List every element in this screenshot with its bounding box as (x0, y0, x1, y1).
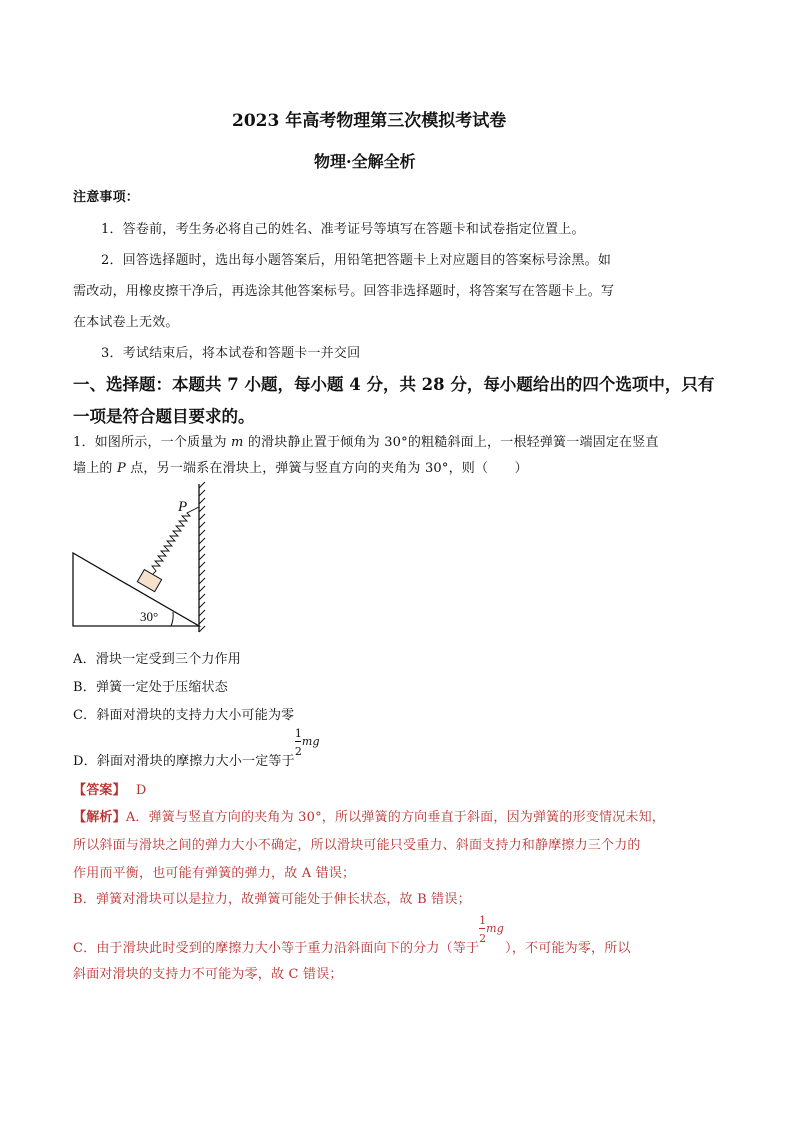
option-d (73, 727, 321, 769)
analysis-a-line-2: 所以斜面与滑块之间的弹力大小不确定，所以滑块可能只受重力、斜面支持力和静摩擦力三个力的 (73, 838, 641, 853)
question-line-2-part-a: 墙上的 (73, 461, 117, 476)
question-line-1-part-b: 的滑块静止置于倾角为 30°的粗糙斜面上，一根轻弹簧一端固定在竖直 (243, 435, 659, 450)
analysis-c-line-2: 斜面对滑块的支持力不可能为零，故 C 错误； (73, 967, 343, 982)
fraction-denominator: 2 (294, 745, 303, 758)
option-d-text: D．斜面对滑块的摩擦力大小一定等于 (73, 754, 295, 769)
incline-spring-figure (66, 482, 216, 638)
notice-item-1: 1．答卷前，考生务必将自己的姓名、准考证号等填写在答题卡和试卷指定位置上。 (101, 222, 585, 237)
analysis-line-1 (73, 806, 665, 825)
analysis-a-line-1: A．弹簧与竖直方向的夹角为 30°，所以弹簧的方向垂直于斜面，因为弹簧的形变情况未知， (125, 810, 665, 825)
answer-value: D (135, 783, 147, 798)
analysis-c-line-1-part-b: ），不可能为零，所以 (505, 941, 631, 956)
label-p: P (178, 499, 188, 515)
spring (152, 507, 199, 574)
question-line-1 (73, 431, 659, 450)
notice-heading: 注意事项： (73, 190, 140, 205)
mass-symbol: m (231, 435, 244, 450)
notice-item-2-line-1: 2．回答选择题时，选出每小题答案后，用铅笔把答题卡上对应题目的答案标号涂黑。如 (101, 253, 612, 268)
analysis-fraction-half-mg (479, 914, 505, 952)
point-symbol: P (116, 461, 126, 476)
question-line-2 (73, 457, 528, 476)
question-line-1-part-a: 1．如图所示，一个质量为 (73, 435, 232, 450)
notice-item-3: 3．考试结束后，将本试卷和答题卡一并交回 (101, 346, 361, 361)
analysis-c-line-1 (73, 914, 631, 956)
analysis-label: 【解析】 (73, 810, 126, 825)
analysis-fraction-variable: mg (486, 922, 505, 935)
page-title: 2023 年高考物理第三次模拟考试卷 (232, 111, 507, 131)
angle-arc (171, 612, 173, 626)
question-line-2-part-b: 点，另一端系在滑块上，弹簧与竖直方向的夹角为 30°，则（ ） (125, 461, 528, 476)
incline-triangle (73, 553, 199, 626)
notice-item-2-line-2: 需改动，用橡皮擦干净后，再选涂其他答案标号。回答非选择题时，将答案写在答题卡上。写 (73, 284, 615, 299)
fraction-half-mg (294, 727, 321, 765)
analysis-fraction-denominator: 2 (479, 932, 487, 945)
answer-label: 【答案】 (73, 783, 126, 798)
wall-hatching (199, 482, 205, 632)
notice-item-2-line-3: 在本试卷上无效。 (73, 315, 179, 330)
fraction-numerator: 1 (294, 727, 303, 740)
option-c: C．斜面对滑块的支持力大小可能为零 (73, 708, 295, 723)
option-b: B．弹簧一定处于压缩状态 (73, 680, 228, 695)
page-subtitle: 物理·全解全析 (314, 152, 416, 171)
analysis-c-line-1-part-a: C．由于滑块此时受到的摩擦力大小等于重力沿斜面向下的分力（等于 (73, 941, 480, 956)
analysis-a-line-3: 作用而平衡，也可能有弹簧的弹力，故 A 错误； (73, 866, 356, 881)
analysis-b-line: B．弹簧对滑块可以是拉力，故弹簧可能处于伸长状态，故 B 错误； (73, 892, 471, 907)
section-heading-line-2: 一项是符合题目要求的。 (73, 407, 255, 426)
option-a: A．滑块一定受到三个力作用 (73, 652, 241, 667)
slider-block (137, 570, 161, 592)
section-heading-line-1: 一、选择题：本题共 7 小题，每小题 4 分，共 28 分，每小题给出的四个选项中，只有 (73, 375, 715, 394)
fraction-variable: mg (301, 735, 320, 748)
analysis-fraction-numerator: 1 (479, 914, 487, 927)
answer-line (73, 779, 146, 798)
label-angle: 30° (140, 609, 159, 624)
